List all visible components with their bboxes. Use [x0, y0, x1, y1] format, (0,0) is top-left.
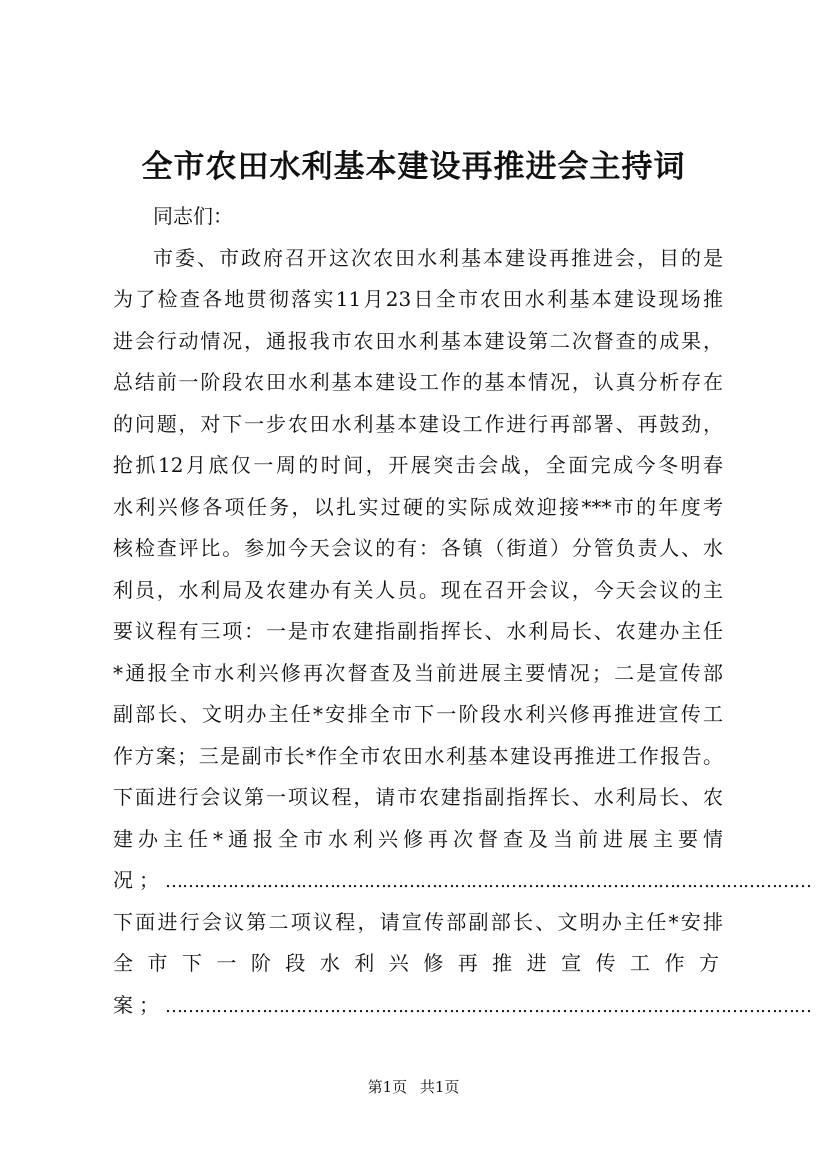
paragraph-line: 建办主任*通报全市水利兴修再次督查及当前进展主要情: [113, 826, 723, 851]
agenda-item-1-end-text: 况；: [113, 868, 165, 892]
agenda-item-2-ending: [113, 985, 811, 1027]
paragraph-line: 要议程有三项：一是市农建指副指挥长、水利局长、农建办主任: [113, 619, 723, 643]
agenda-item-2-end-text: 案；: [113, 992, 165, 1017]
paragraph-line: *通报全市水利兴修再次督查及当前进展主要情况；二是宣传部: [113, 660, 723, 685]
paragraph-line: 全市下一阶段水利兴修再推进宣传工作方: [113, 951, 723, 975]
page-number: 第1页: [367, 1078, 408, 1096]
paragraph-line: 作方案；三是副市长*作全市农田水利基本建设再推进工作报告。: [113, 743, 723, 768]
leader-dots: ……………………………………………………………………………………………………: [165, 995, 811, 1017]
paragraph-line: 副部长、文明办主任*安排全市下一阶段水利兴修再推进宣传工: [113, 702, 723, 726]
leader-dots: ……………………………………………………………………………………………………: [165, 871, 811, 892]
paragraph-line: 市委、市政府召开这次农田水利基本建设再推进会，目的是: [153, 245, 723, 270]
paragraph-line: 下面进行会议第一项议程，请市农建指副指挥长、水利局长、农: [113, 785, 723, 809]
salutation: 同志们：: [153, 204, 233, 228]
paragraph-line: 为了检查各地贯彻落实11月23日全市农田水利基本建设现场推: [113, 287, 723, 311]
paragraph-line: 水利兴修各项任务，以扎实过硬的实际成效迎接***市的年度考: [113, 494, 723, 519]
paragraph-line: 下面进行会议第二项议程，请宣传部副部长、文明办主任*安排: [113, 909, 723, 934]
paragraph-line: 核检查评比。参加今天会议的有：各镇（街道）分管负责人、水: [113, 536, 723, 560]
paragraph-line: 利员，水利局及农建办有关人员。现在召开会议，今天会议的主: [113, 577, 723, 602]
document-title: 全市农田水利基本建设再推进会主持词: [141, 149, 686, 185]
document-body: [113, 196, 811, 1026]
page-footer: [0, 1076, 827, 1098]
paragraph-line: 抢抓12月底仅一周的时间，开展突击会战，全面完成今冬明春: [113, 453, 723, 477]
paragraph-line: 进会行动情况，通报我市农田水利基本建设第二次督查的成果，: [113, 328, 723, 353]
agenda-item-1-ending: [113, 860, 811, 902]
paragraph-line: 的问题，对下一步农田水利基本建设工作进行再部署、再鼓劲，: [113, 411, 723, 436]
page-total: 共1页: [419, 1078, 460, 1096]
paragraph-line: 总结前一阶段农田水利基本建设工作的基本情况，认真分析存在: [113, 370, 723, 394]
